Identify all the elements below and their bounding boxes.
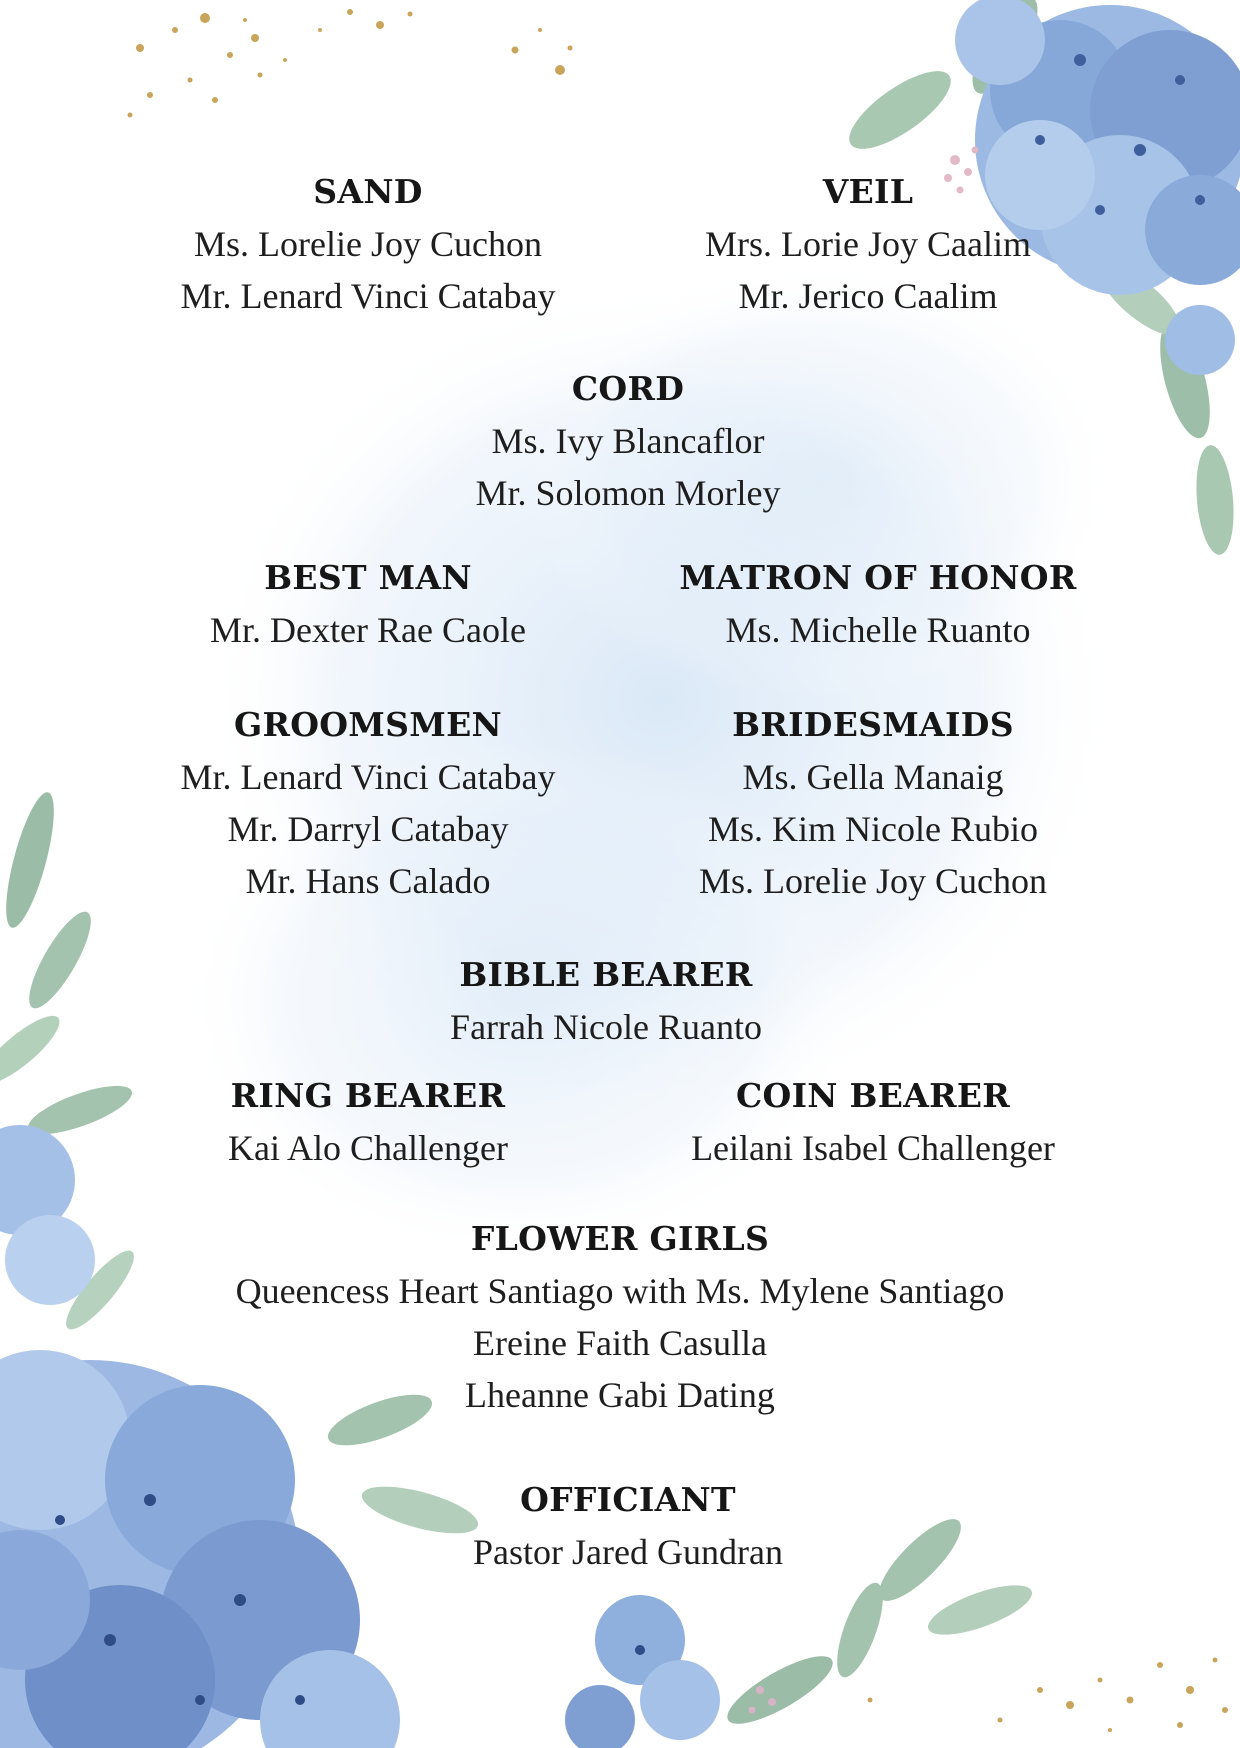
- best-man-section: [210, 552, 526, 656]
- matron-of-honor-name: Ms. Michelle Ruanto: [725, 610, 1031, 650]
- role-title-sand: SAND: [313, 172, 423, 211]
- flower-girl-name-1: Queencess Heart Santiago with Ms. Mylene Santiago: [235, 1271, 1005, 1311]
- cord-name-1: Ms. Ivy Blancaflor: [491, 421, 765, 461]
- veil-name-2: Mr. Jerico Caalim: [738, 276, 998, 316]
- veil-name-1: Mrs. Lorie Joy Caalim: [705, 224, 1031, 264]
- bible-bearer-section: [450, 949, 762, 1053]
- role-title-veil: VEIL: [822, 172, 914, 211]
- groomsman-name-3: Mr. Hans Calado: [245, 861, 491, 901]
- officiant-section: [473, 1474, 783, 1578]
- role-title-groomsmen: GROOMSMEN: [233, 705, 503, 744]
- gold-speckles-icon: [128, 9, 573, 118]
- role-title-cord: CORD: [571, 369, 685, 408]
- gold-speckles-bottom-icon: [868, 1658, 1229, 1733]
- groomsman-name-2: Mr. Darryl Catabay: [227, 809, 509, 849]
- flower-girls-section: [236, 1213, 1005, 1421]
- coin-bearer-name: Leilani Isabel Challenger: [691, 1128, 1055, 1168]
- role-title-bridesmaids: BRIDESMAIDS: [732, 705, 1014, 744]
- sand-name-2: Mr. Lenard Vinci Catabay: [180, 276, 556, 316]
- role-title-matron-of-honor: MATRON OF HONOR: [679, 558, 1077, 597]
- officiant-name: Pastor Jared Gundran: [473, 1532, 783, 1572]
- sand-name-1: Ms. Lorelie Joy Cuchon: [194, 224, 542, 264]
- role-title-coin-bearer: COIN BEARER: [735, 1076, 1011, 1115]
- bridesmaids-section: [699, 699, 1047, 907]
- flower-girl-name-3: Lheanne Gabi Dating: [465, 1375, 775, 1415]
- cord-section: [475, 363, 780, 519]
- sand-section: [180, 166, 555, 322]
- ring-bearer-name: Kai Alo Challenger: [228, 1128, 508, 1168]
- bridesmaid-name-3: Ms. Lorelie Joy Cuchon: [699, 861, 1047, 901]
- role-title-ring-bearer: RING BEARER: [230, 1076, 506, 1115]
- bridesmaid-name-1: Ms. Gella Manaig: [742, 757, 1004, 797]
- best-man-name: Mr. Dexter Rae Caole: [210, 610, 526, 650]
- role-title-flower-girls: FLOWER GIRLS: [470, 1219, 770, 1258]
- cord-name-2: Mr. Solomon Morley: [475, 473, 781, 513]
- flower-girl-name-2: Ereine Faith Casulla: [473, 1323, 767, 1363]
- role-title-bible-bearer: BIBLE BEARER: [459, 955, 753, 994]
- role-title-best-man: BEST MAN: [264, 558, 472, 597]
- bridesmaid-name-2: Ms. Kim Nicole Rubio: [708, 809, 1038, 849]
- matron-of-honor-section: [679, 552, 1076, 656]
- groomsman-name-1: Mr. Lenard Vinci Catabay: [180, 757, 556, 797]
- bible-bearer-name: Farrah Nicole Ruanto: [450, 1007, 762, 1047]
- ring-bearer-section: [228, 1070, 508, 1174]
- veil-section: [705, 166, 1031, 322]
- groomsmen-section: [180, 699, 555, 907]
- coin-bearer-section: [691, 1070, 1055, 1174]
- role-title-officiant: OFFICIANT: [520, 1480, 736, 1519]
